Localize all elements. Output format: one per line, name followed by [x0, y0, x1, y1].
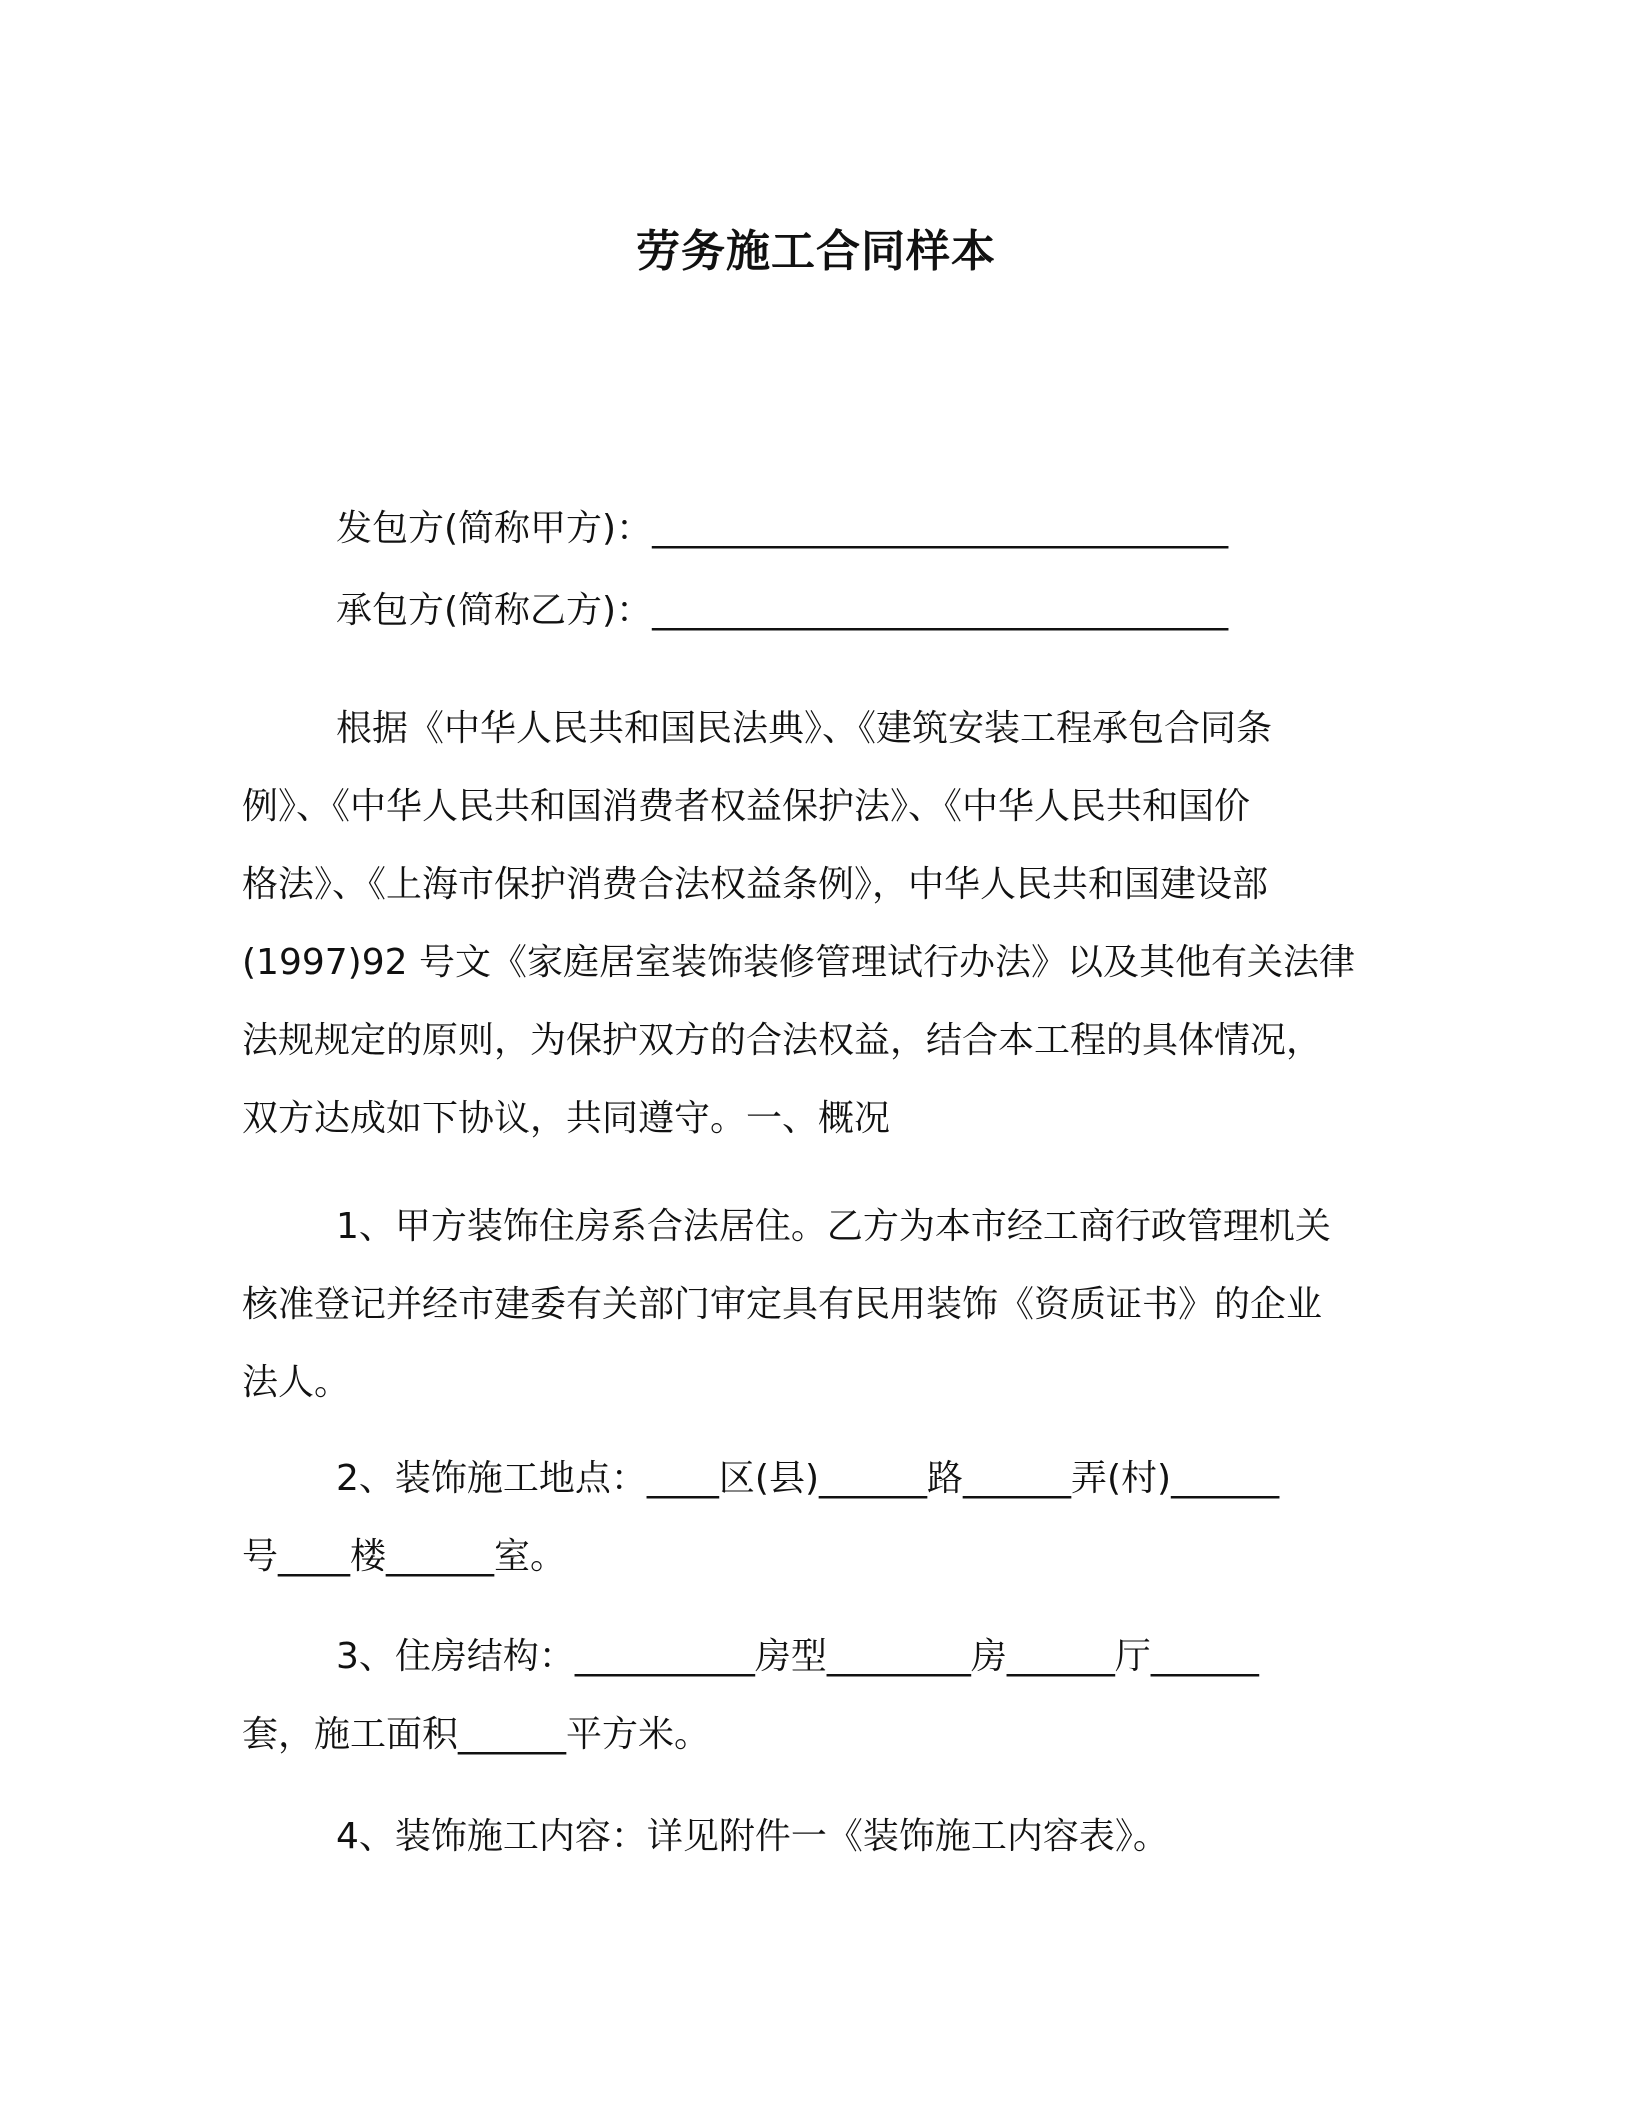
intro-paragraph — [242, 690, 1372, 1158]
paragraph-line: 1、甲方装饰住房系合法居住。乙方为本市经工商行政管理机关 — [336, 1206, 1331, 1247]
paragraph-line: 3、住房结构：__________房型________房______厅______ — [336, 1636, 1259, 1677]
item-4-paragraph — [242, 1798, 1372, 1876]
paragraph-line: 套，施工面积______平方米。 — [242, 1714, 711, 1755]
paragraph-line: 2、装饰施工地点：____区(县)______路______弄(村)______ — [336, 1458, 1280, 1499]
document-title: 劳务施工合同样本 — [636, 226, 996, 277]
item-2-paragraph — [242, 1440, 1372, 1596]
paragraph-line: 法规规定的原则，为保护双方的合法权益，结合本工程的具体情况， — [242, 1020, 1323, 1061]
party-b-line: 承包方(简称乙方)：________________________________ — [336, 590, 1229, 631]
paragraph-line: 号____楼______室。 — [242, 1536, 567, 1577]
party-a-section — [242, 490, 1372, 568]
paragraph-line: (1997)92 号文《家庭居室装饰装修管理试行办法》以及其他有关法律 — [242, 942, 1355, 983]
party-a-line: 发包方(简称甲方)：________________________________ — [336, 508, 1229, 549]
paragraph-line: 双方达成如下协议，共同遵守。一、概况 — [242, 1098, 891, 1139]
paragraph-line: 4、装饰施工内容：详见附件一《装饰施工内容表》。 — [336, 1816, 1169, 1857]
party-b-section — [242, 572, 1372, 650]
paragraph-line: 格法》、《上海市保护消费合法权益条例》，中华人民共和国建设部 — [242, 864, 1269, 905]
item-1-paragraph — [242, 1188, 1372, 1422]
paragraph-line: 核准登记并经市建委有关部门审定具有民用装饰《资质证书》的企业 — [242, 1284, 1323, 1325]
paragraph-line: 根据《中华人民共和国民法典》、《建筑安装工程承包合同条 — [336, 708, 1273, 749]
paragraph-line: 例》、《中华人民共和国消费者权益保护法》、《中华人民共和国价 — [242, 786, 1251, 827]
paragraph-line: 法人。 — [242, 1362, 351, 1403]
item-3-paragraph — [242, 1618, 1372, 1774]
